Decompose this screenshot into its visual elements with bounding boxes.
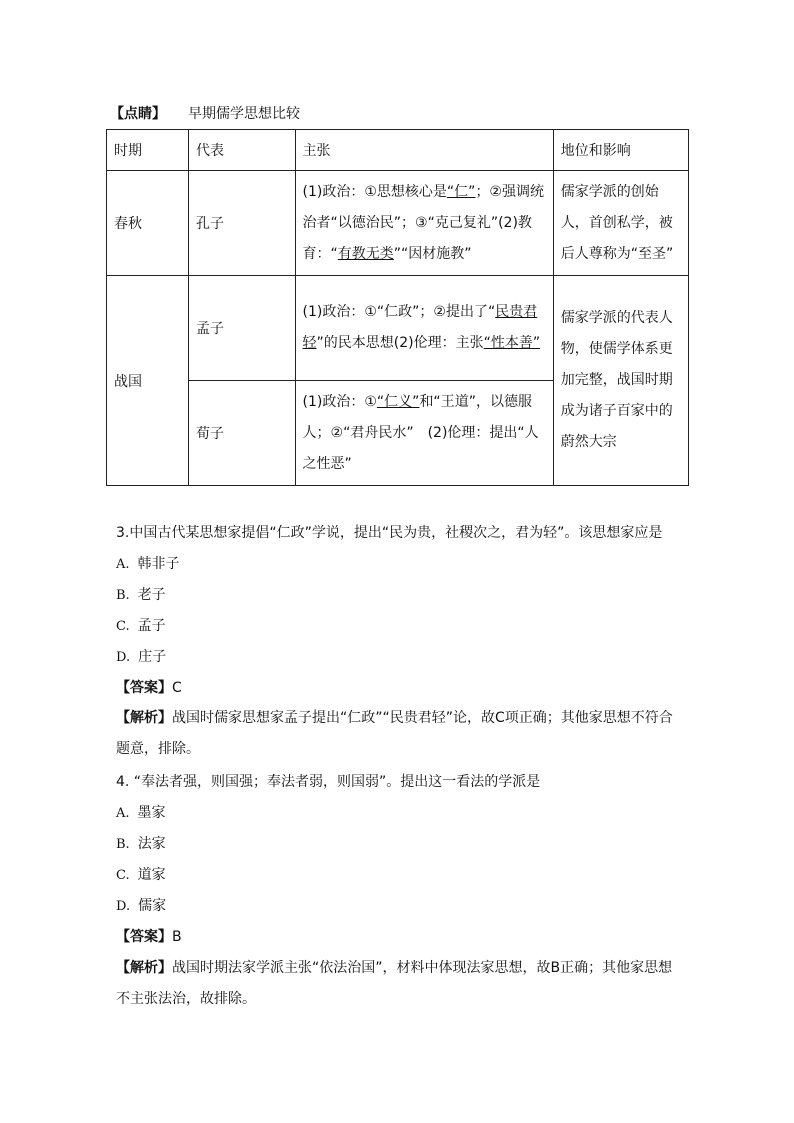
option-a: A. 墨家: [116, 805, 166, 821]
header-period: 时期: [107, 130, 189, 171]
answer-4: 【答案】B: [116, 929, 182, 945]
option-c: C. 道家: [116, 867, 166, 883]
period-cell: 战国: [107, 276, 189, 486]
person-cell: 孔子: [188, 171, 295, 276]
header-impact: 地位和影响: [553, 130, 688, 171]
table-row: [107, 171, 689, 276]
section-title: 早期儒学思想比较: [188, 106, 300, 122]
impact-cell: 儒家学派的代表人物，使儒学体系更加完整，战国时期成为诸子百家中的蔚然大宗: [553, 276, 688, 486]
answer-3: 【答案】C: [116, 680, 182, 696]
person-cell: 孟子: [188, 276, 295, 381]
header-claim: 主张: [295, 130, 553, 171]
explanation-4: 【解析】战国时期法家学派主张“依法治国”，材料中体现法家思想，故B正确；其他家思想不主张法治，故排除。: [116, 960, 673, 1007]
section-heading: [110, 103, 300, 123]
claim-cell: (1)政治：①思想核心是“仁”；②强调统治者“以德治民”；③“克己复礼”(2)教育：“有教无类”“因材施教”: [295, 171, 553, 276]
option-b: B. 法家: [116, 836, 166, 852]
dianjing-tag: 【点睛】: [110, 106, 166, 122]
person-cell: 荀子: [188, 381, 295, 486]
option-a: A. 韩非子: [116, 556, 180, 572]
impact-cell: 儒家学派的创始人，首创私学，被后人尊称为“至圣”: [553, 171, 688, 276]
option-b: B. 老子: [116, 587, 166, 603]
option-c: C. 孟子: [116, 618, 166, 634]
comparison-table: [106, 129, 689, 486]
period-cell: 春秋: [107, 171, 189, 276]
option-d: D. 儒家: [116, 898, 167, 914]
claim-cell: (1)政治：①“仁政”；②提出了“民贵君轻”的民本思想(2)伦理：主张“性本善”: [295, 276, 553, 381]
header-person: 代表: [188, 130, 295, 171]
question-3-stem: 3.中国古代某思想家提倡“仁政”学说，提出“民为贵，社稷次之，君为轻”。该思想家应是: [116, 525, 663, 541]
option-d: D. 庄子: [116, 649, 167, 665]
table-header-row: [107, 130, 689, 171]
explanation-3: 【解析】战国时儒家思想家孟子提出“仁政”“民贵君轻”论，故C项正确；其他家思想不符合题意，排除。: [116, 710, 673, 757]
question-4-stem: 4. “奉法者强，则国强；奉法者弱，则国弱”。提出这一看法的学派是: [116, 774, 541, 790]
claim-cell: (1)政治：①“仁义”和“王道”，以德服人；②“君舟民水” (2)伦理：提出“人之性恶”: [295, 381, 553, 486]
table-row: [107, 276, 689, 381]
